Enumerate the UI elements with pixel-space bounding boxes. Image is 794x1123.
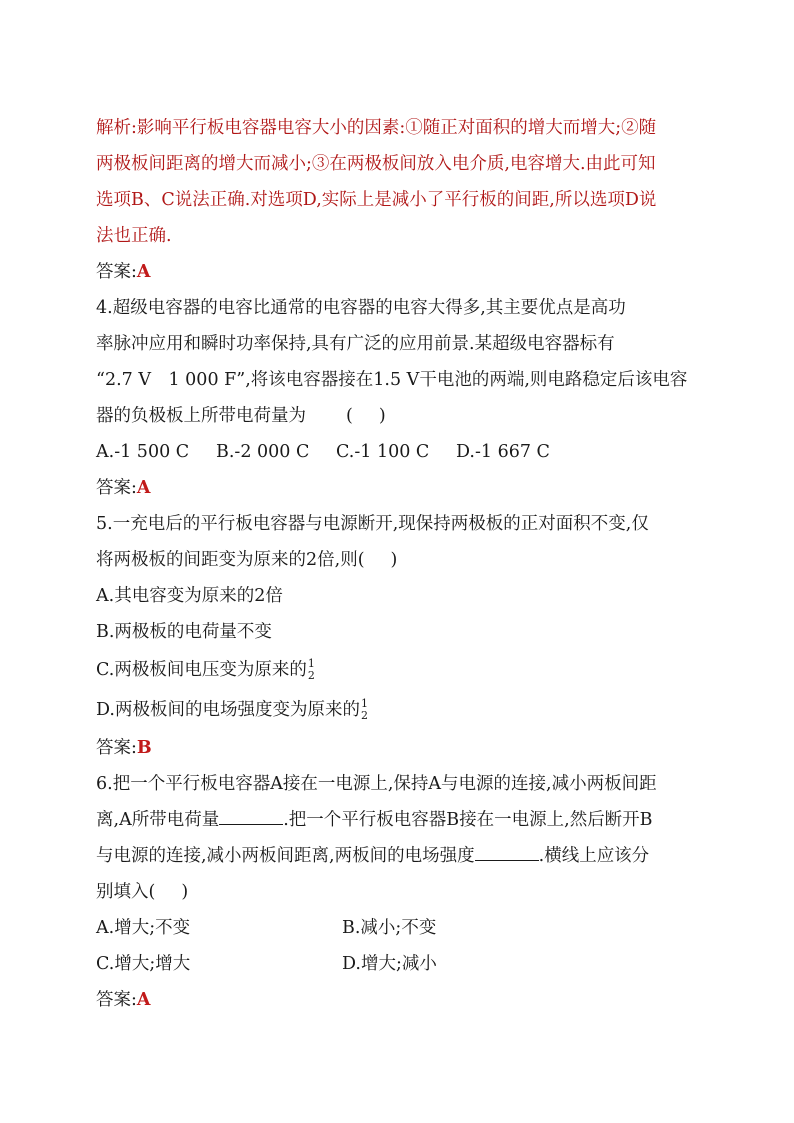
- q6-answer: [96, 982, 700, 1018]
- answer-value: A: [136, 262, 151, 282]
- analysis-line-3: 选项B、C说法正确.对选项D,实际上是减小了平行板的间距,所以选项D说: [96, 190, 657, 210]
- q4-bracket-open: (: [346, 406, 353, 426]
- fraction-one-half: [308, 658, 315, 682]
- answer-value: A: [136, 478, 151, 498]
- analysis-line-1: 解析:影响平行板电容器电容大小的因素:①随正对面积的增大而增大;②随: [96, 118, 657, 138]
- q5-answer: [96, 730, 700, 766]
- q5-option-c: C.两极板间电压变为原来的: [96, 660, 307, 680]
- q4-option-d: D.-1 667 C: [456, 442, 550, 462]
- fraction-numerator: 1: [307, 656, 315, 670]
- answer-value: A: [136, 990, 151, 1010]
- q4-option-c: C.-1 100 C: [336, 442, 430, 462]
- q4-bracket-close: ): [378, 406, 386, 426]
- q6-line-2b: .把一个平行板电容器B接在一电源上,然后断开B: [283, 810, 653, 830]
- q6-line-1: 6.把一个平行板电容器A接在一电源上,保持A与电源的连接,减小两板间距: [96, 774, 657, 794]
- answer-label: 答案:: [96, 990, 137, 1010]
- answer-label: 答案:: [96, 478, 137, 498]
- analysis-answer: [96, 254, 700, 290]
- fill-blank: [219, 810, 283, 825]
- fraction-denominator: 2: [360, 708, 368, 722]
- q5-bracket-close: ): [390, 550, 398, 570]
- q6-options-row-1: [96, 910, 700, 946]
- fraction-numerator: 1: [360, 696, 368, 710]
- q4-line-3: “2.7 V 1 000 F”,将该电容器接在1.5 V干电池的两端,则电路稳定后该电容: [96, 370, 688, 390]
- q4-option-a: A.-1 500 C: [96, 442, 190, 462]
- q5-option-a: A.其电容变为原来的2倍: [96, 586, 283, 606]
- answer-value: B: [136, 738, 152, 758]
- q6-option-d: D.增大;减小: [342, 954, 437, 974]
- q6-line-3a: 与电源的连接,减小两板间距离,两板间的电场强度: [96, 846, 475, 866]
- q5-line-2-text: 将两极板的间距变为原来的2倍,则(: [96, 550, 365, 570]
- q6-line-2a: 离,A所带电荷量: [96, 810, 220, 830]
- q6-line-3b: .横线上应该分: [538, 846, 650, 866]
- q4-options: [96, 434, 700, 470]
- q6-line-4-text: 别填入(: [96, 882, 156, 902]
- q5-line-1: 5.一充电后的平行板电容器与电源断开,现保持两极板的正对面积不变,仅: [96, 514, 649, 534]
- q4-line-4: [96, 398, 700, 434]
- analysis-line-4: 法也正确.: [96, 226, 172, 246]
- fill-blank: [475, 846, 539, 861]
- q5-option-d: D.两极板间的电场强度变为原来的: [96, 700, 360, 720]
- q5-option-d-row: [96, 690, 700, 730]
- q5-option-b: B.两极板的电荷量不变: [96, 622, 272, 642]
- q6-option-b: B.减小;不变: [342, 918, 437, 938]
- q6-option-a: A.增大;不变: [96, 918, 191, 938]
- q6-line-4: [96, 874, 700, 910]
- q5-option-c-row: [96, 650, 700, 690]
- fraction-denominator: 2: [307, 668, 315, 682]
- q4-line-4-text: 器的负极板上所带电荷量为: [96, 406, 306, 426]
- q4-line-1: 4.超级电容器的电容比通常的电容器的电容大得多,其主要优点是高功: [96, 298, 626, 318]
- answer-label: 答案:: [96, 738, 137, 758]
- q6-line-3: [96, 838, 700, 874]
- q6-option-c: C.增大;增大: [96, 954, 191, 974]
- q6-line-2: [96, 802, 700, 838]
- q4-answer: [96, 470, 700, 506]
- fraction-one-half: [361, 698, 368, 722]
- document-content: [96, 110, 700, 1018]
- q4-option-b: B.-2 000 C: [216, 442, 310, 462]
- q5-line-2: [96, 542, 700, 578]
- analysis-line-2: 两极板间距离的增大而减小;③在两极板间放入电介质,电容增大.由此可知: [96, 154, 656, 174]
- q6-options-row-2: [96, 946, 700, 982]
- q4-line-2: 率脉冲应用和瞬时功率保持,具有广泛的应用前景.某超级电容器标有: [96, 334, 615, 354]
- q6-bracket-close: ): [181, 882, 189, 902]
- answer-label: 答案:: [96, 262, 137, 282]
